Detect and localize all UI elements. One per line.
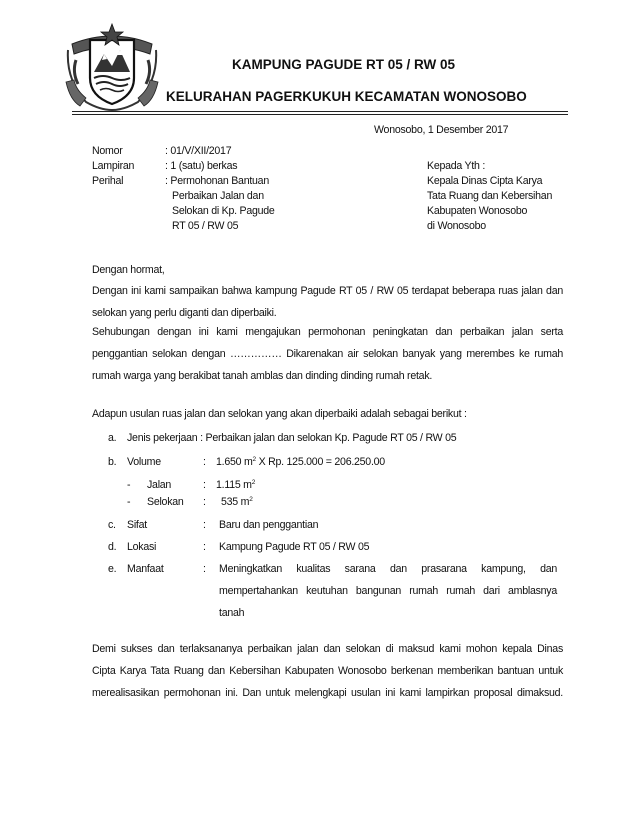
nomor-value: : 01/V/XII/2017 (165, 145, 232, 157)
sub-item-dash: - (127, 479, 131, 491)
recipient-line: Kepala Dinas Cipta Karya (427, 175, 543, 187)
paragraph-line: Dengan ini kami sampaikan bahwa kampung Pagude RT 05 / RW 05 terdapat beberapa ruas jalan dan (92, 285, 563, 297)
selokan-value: 535 $m^2$ (221, 496, 253, 508)
sifat-value: Baru dan penggantian (219, 519, 319, 531)
item-label: Manfaat (127, 563, 164, 575)
item-label: Volume (127, 456, 161, 468)
place-date: Wonosobo, 1 Desember 2017 (374, 124, 509, 136)
item-label: Sifat (127, 519, 147, 531)
paragraph-line: penggantian selokan dengan …………… Dikarenakan air selokan banyak yang merembes ke rumah (92, 348, 563, 360)
paragraph-closing (92, 638, 563, 704)
manfaat-line: tanah (219, 607, 245, 619)
letterhead-divider (72, 111, 568, 112)
jalan-value: 1.115 $m^2$ (216, 479, 256, 491)
item-label: Lokasi (127, 541, 157, 553)
recipient-line: Kabupaten Wonosobo (427, 205, 528, 217)
item-colon: : (203, 479, 206, 491)
item-letter: a. (108, 432, 117, 444)
sub-item-label: Jalan (147, 479, 172, 491)
item-colon: : (203, 541, 206, 553)
paragraph-line: merealisasikan permohonan ini. Dan untuk melengkapi usulan ini kami lampirkan proposal dimaksud. (92, 687, 563, 699)
item-colon: : (203, 456, 206, 468)
recipient-line: Tata Ruang dan Kebersihan (427, 190, 553, 202)
perihal-value-line: RT 05 / RW 05 (172, 220, 239, 232)
item-colon: : (203, 496, 206, 508)
perihal-label: Perihal (92, 175, 124, 187)
recipient-line: di Wonosobo (427, 220, 486, 232)
item-colon: : (203, 563, 206, 575)
item-letter: e. (108, 563, 117, 575)
recipient-line: Kepada Yth : (427, 160, 486, 172)
letterhead-divider-thin (72, 114, 568, 115)
manfaat-value (219, 558, 557, 624)
paragraph-line: Cipta Karya Tata Ruang dan Kebersihan Kabupaten Wonosobo berkenan memberikan bantuan untuk (92, 665, 563, 677)
manfaat-line: Meningkatkan kualitas sarana dan prasarana kampung, dan (219, 563, 557, 575)
sub-item-dash: - (127, 496, 131, 508)
item-letter: b. (108, 456, 117, 468)
letterhead-title: KAMPUNG PAGUDE RT 05 / RW 05 (232, 57, 456, 72)
lampiran-label: Lampiran (92, 160, 135, 172)
item-letter: c. (108, 519, 116, 531)
perihal-value-line: Selokan di Kp. Pagude (172, 205, 275, 217)
perihal-value-line: Perbaikan Jalan dan (172, 190, 264, 202)
item-letter: d. (108, 541, 117, 553)
regency-emblem-logo (64, 20, 160, 112)
paragraph-line: Sehubungan dengan ini kami mengajukan permohonan peningkatan dan perbaikan jalan serta (92, 326, 563, 338)
lokasi-value: Kampung Pagude RT 05 / RW 05 (219, 541, 370, 553)
sub-item-label: Selokan (147, 496, 184, 508)
item-colon: : (203, 519, 206, 531)
paragraph-request (92, 321, 563, 387)
manfaat-line: mempertahankan keutuhan bangunan rumah rumah dari amblasnya (219, 585, 557, 597)
paragraph-line: Demi sukses dan terlaksananya perbaikan jalan dan selokan di maksud kami mohon kepala Dinas (92, 643, 563, 655)
paragraph-line: rumah warga yang berakibat tanah amblas dan dinding dinding rumah retak. (92, 370, 433, 382)
perihal-value-line: : Permohonan Bantuan (165, 175, 269, 187)
lampiran-value: : 1 (satu) berkas (165, 160, 238, 172)
greeting: Dengan hormat, (92, 264, 165, 276)
volume-value: 1.650 $m^2$ X Rp. 125.000 = 206.250.00 (216, 456, 385, 468)
item-jenis-pekerjaan: Jenis pekerjaan : Perbaikan jalan dan selokan Kp. Pagude RT 05 / RW 05 (127, 432, 457, 444)
paragraph-intro (92, 280, 563, 324)
paragraph-line: selokan yang perlu diganti dan diperbaiki. (92, 307, 277, 319)
nomor-label: Nomor (92, 145, 123, 157)
letterhead-subtitle: KELURAHAN PAGERKUKUH KECAMATAN WONOSOBO (166, 89, 527, 104)
list-intro: Adapun usulan ruas jalan dan selokan yang akan diperbaiki adalah sebagai berikut : (92, 408, 467, 420)
